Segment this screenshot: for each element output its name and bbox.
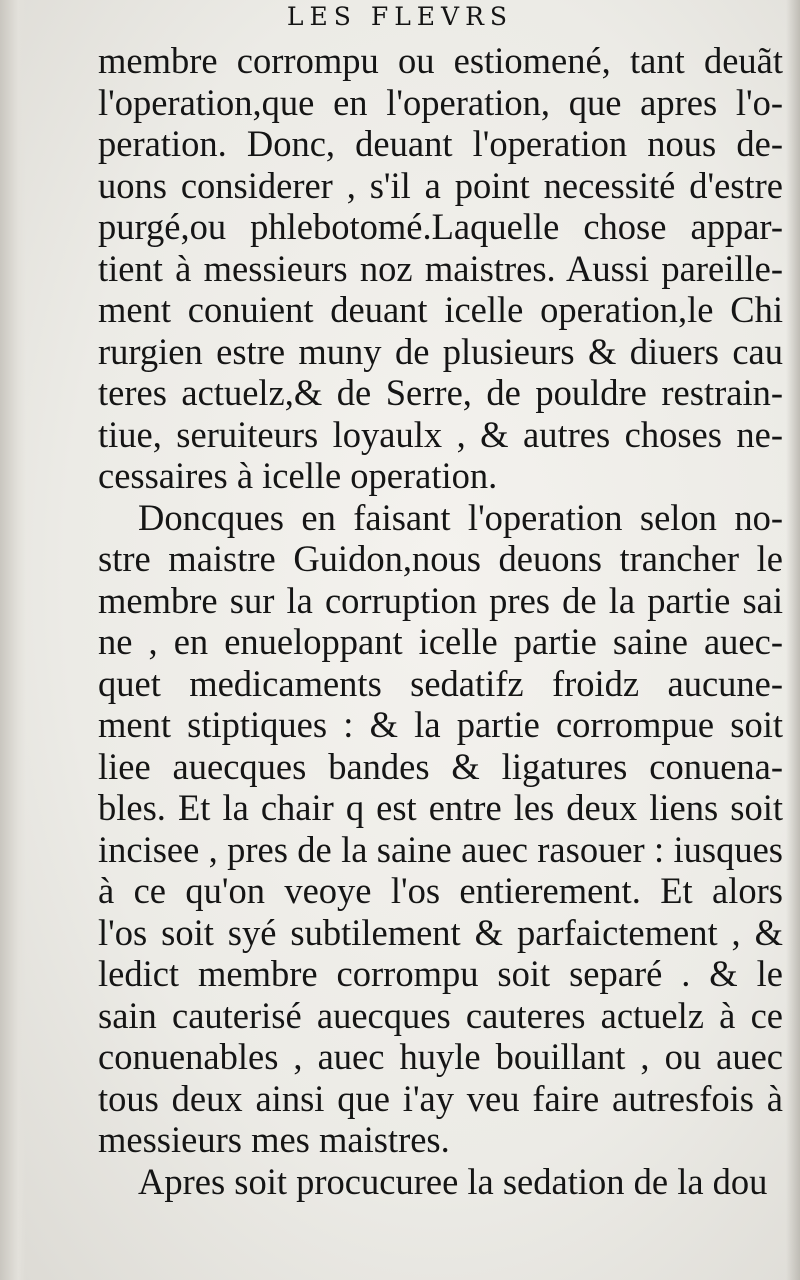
text-line: ledict membre corrompu soit separé . & le	[98, 953, 783, 994]
text-line: Apres soit procucuree la sedation de la dou	[138, 1160, 768, 1202]
text-line: tiue, seruiteurs loyaulx , & autres choses ne-	[98, 413, 783, 455]
text-line: conuenables , auec huyle bouillant , ou auec	[98, 1036, 783, 1077]
text-line: stre maistre Guidon,nous deuons trancher le	[98, 538, 783, 579]
text-line: l'os soit syé subtilement & parfaictement , &	[98, 911, 783, 953]
text-line: bles. Et la chair q est entre les deux liens soit	[98, 787, 783, 828]
text-line: Doncques en faisant l'operation selon no-	[138, 496, 783, 538]
text-line: liee auecques bandes & ligatures conuena-	[98, 745, 783, 787]
gutter-shadow	[0, 0, 26, 1280]
text-line: incisee , pres de la saine auec rasouer : iusques	[98, 828, 783, 870]
text-line: sain cauterisé auecques cauteres actuelz à ce	[98, 994, 783, 1036]
body-text	[98, 40, 783, 1202]
text-line: à ce qu'on veoye l'os entierement. Et alors	[98, 870, 783, 911]
text-line: ment stiptiques : & la partie corrompue soit	[98, 704, 783, 745]
text-line: ment conuient deuant icelle operation,le Chi	[98, 289, 783, 330]
text-line: purgé,ou phlebotomé.Laquelle chose appar-	[98, 206, 783, 247]
page-edge-shadow	[786, 0, 800, 1280]
text-line: uons considerer , s'il a point necessité d'estre	[98, 164, 783, 206]
text-line: cessaires à icelle operation.	[98, 455, 498, 496]
text-line: teres actuelz,& de Serre, de pouldre restrain-	[98, 372, 783, 413]
text-line: membre sur la corruption pres de la partie sai	[98, 579, 783, 621]
text-line: peration. Donc, deuant l'operation nous de-	[98, 123, 783, 164]
text-line: tous deux ainsi que i'ay veu faire autresfois à	[98, 1077, 783, 1119]
text-line: tient à messieurs noz maistres. Aussi pareille-	[98, 247, 783, 289]
text-line: quet medicaments sedatifz froidz aucune-	[98, 662, 783, 704]
text-line: messieurs mes maistres.	[98, 1119, 450, 1160]
text-line: rurgien estre muny de plusieurs & diuers cau	[98, 330, 783, 372]
text-line: membre corrompu ou estiomené, tant deuãt	[98, 40, 783, 81]
text-line: l'operation,que en l'operation, que apres l'o-	[98, 81, 783, 123]
text-line: ne , en enueloppant icelle partie saine auec-	[98, 621, 783, 662]
running-head: LES FLEVRS	[286, 2, 514, 31]
